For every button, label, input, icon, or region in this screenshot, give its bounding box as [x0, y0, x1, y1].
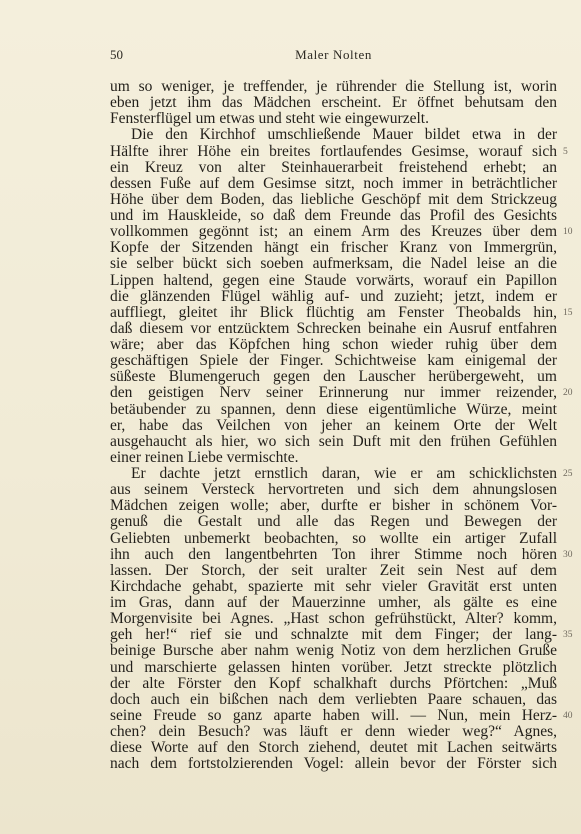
line-text: diese Worte auf den Storch ziehend, deutet mit Lachen seitwärts: [110, 739, 557, 757]
line-text: den geistigen Nerv seiner Erinnerung nur immer reizender,: [110, 384, 557, 402]
paragraph: [110, 79, 557, 127]
text-line: [110, 531, 557, 547]
line-text: und im Hauskleide, so daß dem Freunde das Profil des Gesichts: [110, 207, 557, 224]
text-line: [110, 321, 557, 337]
line-text: geh her!“ rief sie und schnalzte mit dem Finger; der lang-: [110, 626, 557, 644]
margin-line-number: 15: [563, 307, 573, 318]
line-text: chen? dein Besuch? was läuft er denn wieder weg?“ Agnes,: [110, 723, 557, 740]
line-text: vollkommen gegönnt ist; an einem Arm des Kreuzes über dem: [110, 223, 557, 241]
paragraph: [110, 465, 573, 773]
line-text: Hälfte ihrer Höhe ein breites fortlaufendes Gesimse, worauf sich: [110, 142, 557, 160]
text-line: [110, 706, 573, 724]
line-text: geschäftigen Spiele der Finger. Schichtweise kam einigemal der: [110, 352, 557, 370]
text-line: [110, 95, 557, 111]
text-line: [110, 579, 557, 595]
text-line: [110, 611, 557, 627]
line-text: auffliegt, gleitet ihr Blick flüchtig am Fenster Theobalds hin,: [110, 303, 557, 321]
line-text: sie selber bückt sich soeben aufmerksam, die Nadel leise an die: [110, 255, 557, 273]
text-line: [110, 353, 557, 369]
text-line: [110, 240, 557, 256]
line-text: ein Kreuz von alter Steinhauerarbeit freistehend erhebt; an: [110, 158, 557, 176]
line-text: ausgehaucht als hier, wo sich sein Duft mit den frühen Gefühlen: [110, 432, 557, 450]
text-line: [110, 724, 557, 740]
text-line: [110, 660, 557, 676]
text-line: [110, 643, 557, 659]
line-text: beinige Bursche aber nahm wenig Notiz von dem herzlichen Gruße: [110, 642, 557, 660]
text-line: [110, 498, 557, 514]
margin-line-number: 30: [563, 549, 573, 560]
margin-line-number: 5: [563, 146, 568, 157]
text-line: [110, 337, 557, 353]
text-line: [110, 384, 573, 402]
text-line: [110, 127, 557, 143]
text-line: [110, 756, 557, 772]
text-line: [110, 418, 557, 434]
text-line: [110, 450, 557, 466]
line-text: dessen Fuße auf dem Gesimse sitzt, noch immer in beträchtlicher: [110, 174, 557, 192]
line-text: doch auch ein bißchen nach dem verliebten Paare schauen, das: [110, 690, 557, 708]
line-text: der alte Förster den Kopf schalkhaft durchs Pförtchen: „Muß: [110, 674, 557, 692]
text-line: [110, 223, 573, 241]
line-text: Die den Kirchhof umschließende Mauer bildet etwa in der: [131, 126, 557, 144]
line-text: eben jetzt ihm das Mädchen erscheint. Er öffnet behutsam den: [110, 94, 557, 112]
line-text: seine Freude so ganz aparte haben will. — Nun, mein Herz-: [110, 706, 557, 724]
line-text: im Gras, dann auf der Mauerzinne umher, als gälte es eine: [110, 594, 557, 611]
text-line: [110, 563, 557, 579]
paragraph: [110, 126, 573, 466]
text-line: [110, 208, 557, 224]
line-text: die glänzenden Flügel wählig auf- und zuzieht; jetzt, indem er: [110, 287, 557, 305]
margin-line-number: 20: [563, 388, 573, 399]
line-text: lassen. Der Storch, der seit uralter Zeit sein Nest auf dem: [110, 561, 557, 579]
text-line: [110, 676, 557, 692]
line-text: er, habe das Veilchen von jeher an keinem Orte der Welt: [110, 416, 557, 434]
text-line: [110, 482, 557, 498]
text-line: [110, 595, 557, 611]
text-line: [110, 514, 557, 530]
line-text: Mädchen zeigen wolle; aber, durfte er bisher in schönem Vor-: [110, 497, 557, 515]
line-text: Lippen haltend, gegen eine Staude vorwärts, worauf ein Papillon: [110, 271, 557, 289]
line-text: Geliebten unbemerkt beobachten, so wollte ein artiger Zufall: [110, 529, 557, 547]
line-text: einer reinen Liebe vermischte.: [110, 448, 299, 466]
line-text: und marschierte gelassen hinten vorüber. Jetzt streckte plötzlich: [110, 658, 557, 676]
page-number: 50: [110, 47, 123, 62]
text-line: [110, 740, 557, 756]
text-line: [110, 160, 557, 176]
text-line: [110, 256, 557, 272]
line-text: wäre; aber das Köpfchen hing schon wieder ruhig über dem: [110, 336, 557, 353]
line-text: ihn auch den langentbehrten Ton ihrer Stimme noch hören: [110, 545, 557, 563]
running-title: Maler Nolten: [295, 47, 372, 62]
line-text: Kirchdache gehabt, spazierte mit sehr vieler Gravität erst unten: [110, 577, 557, 595]
running-head: [110, 47, 557, 63]
text-line: [110, 176, 557, 192]
text-line: [110, 289, 557, 305]
line-text: Kopfe der Sitzenden hängt ein frischer Kranz von Immergrün,: [110, 239, 557, 257]
line-text: Höhe über dem Boden, das liebliche Geschöpf mit dem Strickzeug: [110, 190, 557, 208]
line-text: nach dem fortstolzierenden Vogel: allein bevor der Förster sich: [110, 755, 557, 773]
body-text: [110, 78, 573, 773]
text-line: [110, 402, 557, 418]
text-line: [110, 192, 557, 208]
line-text: um so weniger, je treffender, je rührender die Stellung ist, worin: [110, 78, 557, 95]
text-line: [110, 142, 568, 160]
line-text: genuß die Gestalt und alle das Regen und Bewegen der: [110, 513, 557, 531]
line-text: Morgenvisite bei Agnes. „Hast schon gefrühstückt, Alter? komm,: [110, 610, 557, 628]
line-text: Er dachte jetzt ernstlich daran, wie er am schicklichsten: [131, 465, 557, 482]
text-line: [110, 79, 557, 95]
text-line: [110, 545, 573, 563]
text-line: [110, 626, 573, 644]
text-line: [110, 692, 557, 708]
line-text: süßeste Blumengeruch gegen den Lauscher herübergeweht, um: [110, 368, 557, 386]
margin-line-number: 10: [563, 227, 573, 238]
text-line: [110, 273, 557, 289]
line-text: daß diesem vor entzücktem Schrecken beinahe ein Ausruf entfahren: [110, 319, 557, 337]
margin-line-number: 25: [563, 469, 573, 479]
line-text: aus seinem Versteck hervortreten und sich dem ahnungslosen: [110, 481, 557, 499]
text-line: [110, 111, 557, 127]
text-line: [110, 434, 557, 450]
text-line: [110, 369, 557, 385]
line-text: Fensterflügel um etwas und steht wie eingewurzelt.: [110, 110, 429, 128]
text-line: [110, 465, 573, 482]
text-line: [110, 303, 573, 321]
margin-line-number: 35: [563, 630, 573, 641]
line-text: betäubender zu spannen, denn diese eigentümliche Würze, meint: [110, 400, 557, 418]
margin-line-number: 40: [563, 710, 573, 721]
